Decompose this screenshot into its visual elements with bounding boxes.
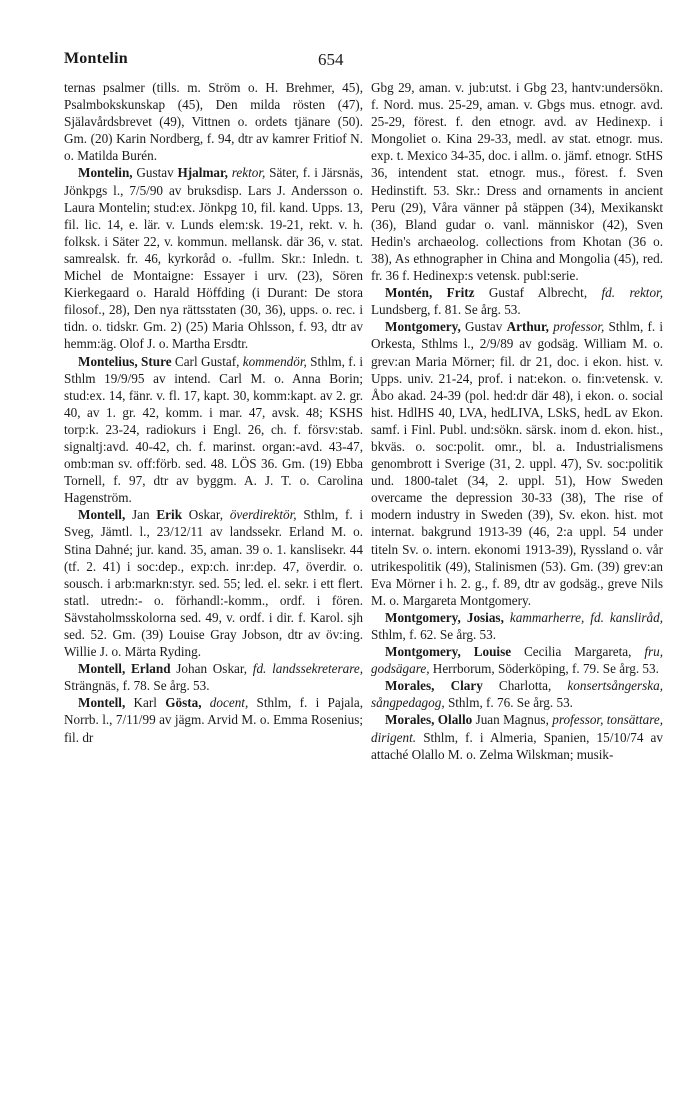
right-column xyxy=(371,79,663,763)
entry-called-name: Josias, xyxy=(466,609,504,625)
biography-entry xyxy=(371,677,663,711)
page-number: 654 xyxy=(318,50,344,69)
entry-surname: Montell, xyxy=(78,507,126,523)
entry-continuation xyxy=(64,79,363,164)
entry-surname: Montgomery, xyxy=(385,319,461,335)
entry-given-name: Cecilia Margareta, xyxy=(523,644,632,660)
entry-occupation: professor, tonsättare, dirigent. xyxy=(371,712,664,745)
entry-text: Sthlm, f. i Sveg, Jämtl. l., 23/12/11 av landssekr. Erland M. o. Stina Dahné; jur. kand. 35, aman. 39 o. 1. kanslisekr. 44 (tf. 2. 41) i soc:dep., exp:ch. inr:dep. 47, överdir. o. sousch. i arb:markn:styr. sed. 55; led. el. sekr. i ett flert. statl. utredn:- o. förhandl:-komm., ordf. i fören. Sävstaholmsskolorna sed. 49, v. ordf. i dir. f. Karol. sjh sed. 52. Gm. (39) Louise Gray Jobson, dtr av öv:ing. Willie J. o. Märta Ryding. xyxy=(64,507,364,660)
entry-text: Lundsberg, f. 81. Se årg. 53. xyxy=(371,302,521,318)
entry-given-name: Gustaf Albrecht, xyxy=(488,285,588,301)
entry-given-name: Gustav xyxy=(136,165,174,181)
entry-surname: Morales, xyxy=(385,712,435,728)
biography-entry xyxy=(371,643,663,677)
entry-called-name: Clary xyxy=(450,678,483,694)
entry-text: Gbg 29, aman. v. jub:utst. i Gbg 23, hantv:undersökn. f. Nord. mus. 25-29, aman. v. Gbgs mus. etnogr. avd. 25-29, förest. f. den etnogr. avd. av Hedinexp. i Mongoliet o. Kina 29-33, medl. av stat. etnogr. mus. exp. t. Mexico 34-35, doc. i allm. o. jämf. etnogr. StHS 36, intendent stat. etnogr. mus., förest. f. Sven Hedinstift. 53. Skr.: Dress and ornaments in ancient Peru (29), Våra vänner på stäppen (34), Mexikanskt (36), Bland gudar o. vanl. människor (42), Sven Hedin's archaeolog. collections from Khotan (36 o. 38), As ethnographer in China and Mongolia (45), red. fr. 36 f. Hedinexp:s vetensk. publ:serie. xyxy=(371,80,663,284)
entry-given-name: Carl Gustaf, xyxy=(174,353,240,369)
entry-called-name: Olallo xyxy=(437,712,473,728)
entry-called-name: Fritz xyxy=(446,285,475,301)
entry-occupation: fd. rektor, xyxy=(601,285,664,301)
entry-called-name: Hjalmar, xyxy=(177,165,228,181)
entry-occupation: kommendör, xyxy=(242,353,307,369)
entry-given-name: Jan xyxy=(132,507,150,523)
running-head: Montelin xyxy=(64,50,128,67)
page-header xyxy=(0,50,680,74)
entry-text: Sthlm, f. i Almeria, Spanien, 15/10/74 av attaché Olallo M. o. Zelma Wilskman; musik- xyxy=(371,729,663,762)
entry-called-name: Gösta, xyxy=(165,695,202,711)
entry-text: Strängnäs, f. 78. Se årg. 53. xyxy=(64,678,210,694)
entry-occupation: fru, godsägare, xyxy=(371,644,664,677)
biography-entry xyxy=(64,660,363,694)
entry-text: Sthlm, f. i Pajala, Norrb. l., 7/11/99 av jägm. Arvid M. o. Emma Rosenius; fil. dr xyxy=(64,695,364,745)
entry-given-name: Gustav xyxy=(465,319,503,335)
entry-occupation: fd. landssekreterare, xyxy=(252,661,364,677)
entry-occupation: överdirektör, xyxy=(229,507,297,523)
entry-given-name: Charlotta, xyxy=(498,678,552,694)
entry-surname: Morales, xyxy=(385,678,435,694)
entry-text: ternas psalmer (tills. m. Ström o. H. Brehmer, 45), Psalmbokskunskap (45), Den milda rösten (47), Själavårdsbrevet (49), Vittnen o. ordets tjänare (50). Gm. (20) Karin Nordberg, f. 94, dtr av kamrer Fritiof N. o. Matilda Burén. xyxy=(64,80,363,164)
entry-text: Sthlm, f. i Sthlm 19/9/95 av intend. Carl M. o. Anna Borin; stud:ex. 14, fänr. v. fl. 17, kapt. 30, komm:kapt. av 2. gr. 40, av 1. gr. 42, komm. i mar. 47, avsk. 48; KSHS torp:k. 23-24, radiokurs i Engl. 26, ch. f. försv:stab. signaltj:avd. 40-42, ch. f. marinst. organ:-avd. 43-47, omb:man sv. off:förb. sed. 48. LÖS 36. Gm. (19) Ebba Tornell, f. 97, dtr av byggm. A. J. T. o. Carolina Hagenström. xyxy=(64,353,363,506)
biography-entry xyxy=(371,284,663,318)
entry-occupation: rektor, xyxy=(231,165,266,181)
entry-surname: Montelin, xyxy=(78,165,133,181)
left-column xyxy=(64,79,363,746)
entry-surname: Montén, xyxy=(385,285,433,301)
entry-given-name: Johan Oskar, xyxy=(176,661,248,677)
biography-entry xyxy=(371,318,663,609)
entry-called-name: Erik xyxy=(156,507,183,523)
biography-entry xyxy=(64,164,363,352)
entry-given-name: Juan Magnus, xyxy=(475,712,549,728)
entry-surname: Montell, xyxy=(78,661,126,677)
entry-called-name: Erland xyxy=(130,661,171,677)
entry-occupation: kammarherre, fd. kansliråd, xyxy=(509,609,664,625)
entry-given-name: Oskar, xyxy=(188,507,224,523)
entry-occupation: professor, xyxy=(553,319,605,335)
biography-entry xyxy=(371,711,663,762)
entry-surname: Montell, xyxy=(78,695,126,711)
entry-continuation xyxy=(371,79,663,284)
biography-entry xyxy=(371,609,663,643)
entry-called-name: Arthur, xyxy=(506,319,549,335)
entry-occupation: docent, xyxy=(209,695,249,711)
entry-called-name: Sture xyxy=(141,353,172,369)
entry-occupation: konsertsångerska, sångpedagog, xyxy=(371,678,664,711)
entry-text: Sthlm, f. i Orkesta, Sthlms l., 2/9/89 av godsäg. William M. o. grev:an Maria Mörner; fil. dr 21, doc. i ekon. hist. v. Upps. univ. 21-24, prof. i nat:ekon. o. fin:vetensk. v. Åbo akad. 24-39 (pol. hed:dr där 48), i ekon. o. social hist. HdlHS 40, LVA, hedLIVA, LSkS, hedL av Ekon. samf. i Finl. Publ. und:sökn. särsk. inom d. ekon. hist., bkväs. o. soc:polit. omr., bl. a. Industrialismens genombrott i Sverige (31, 2. uppl. 47), Sv. soc:politik und. 1800-talet (34, 2. uppl. 51), How Sweden overcame the depression 30-33 (38), The rise of modern industry in Sweden (39), Sv. ekon. hist. mot internat. bakgrund 1913-39 (46, 2:a uppl. 54 under titeln Sv. o. intern. ekonomi 1913-39), Ryssland o. vår utrikespolitik (49), Stalinismen (53). Gm. (39) grev:an Eva Mörner i h. 2. g., f. 89, dtr av godsäg., greve Nils M. o. Margareta Montgomery. xyxy=(371,319,664,608)
entry-text: Herrborum, Söderköping, f. 79. Se årg. 53. xyxy=(432,661,659,677)
biography-entry xyxy=(64,694,363,745)
entry-text: Sthlm, f. 62. Se årg. 53. xyxy=(371,627,497,642)
entry-surname: Montgomery, xyxy=(385,644,461,660)
biography-entry xyxy=(64,506,363,660)
entry-text: Sthlm, f. 76. Se årg. 53. xyxy=(447,695,573,711)
entry-called-name: Louise xyxy=(473,644,512,660)
entry-text: Säter, f. i Järsnäs, Jönkpgs l., 7/5/90 av bruksdisp. Lars J. Andersson o. Laura Montelin; stud:ex. Jönkpg 10, fil. kand. Upps. 13, fil. lic. 14, e. lär. v. Lunds elem:sk. 19-21, rekt. v. h. folksk. i Säter 22, v. kommun. mellansk. där 36, v. stat. samrealsk. fr. 46, kyrkoråd o. -fullm. Skr.: Inledn. t. Michel de Montaigne: Essayer i urv. (23), Sören Kierkegaard o. Harald Höffding (i Durant: De stora filosof., 28), Den nya rättsstaten (30, 36), upps. o. rec. i tidn. o. tidskr. Gm. 2) (25) Maria Ohlsson, f. 93, dtr av hemm:äg. Olof J. o. Martha Ersdtr. xyxy=(64,165,364,352)
entry-surname: Montgomery, xyxy=(385,609,461,625)
biography-entry xyxy=(64,353,363,507)
entry-surname: Montelius, xyxy=(78,353,138,369)
entry-given-name: Karl xyxy=(133,695,157,711)
